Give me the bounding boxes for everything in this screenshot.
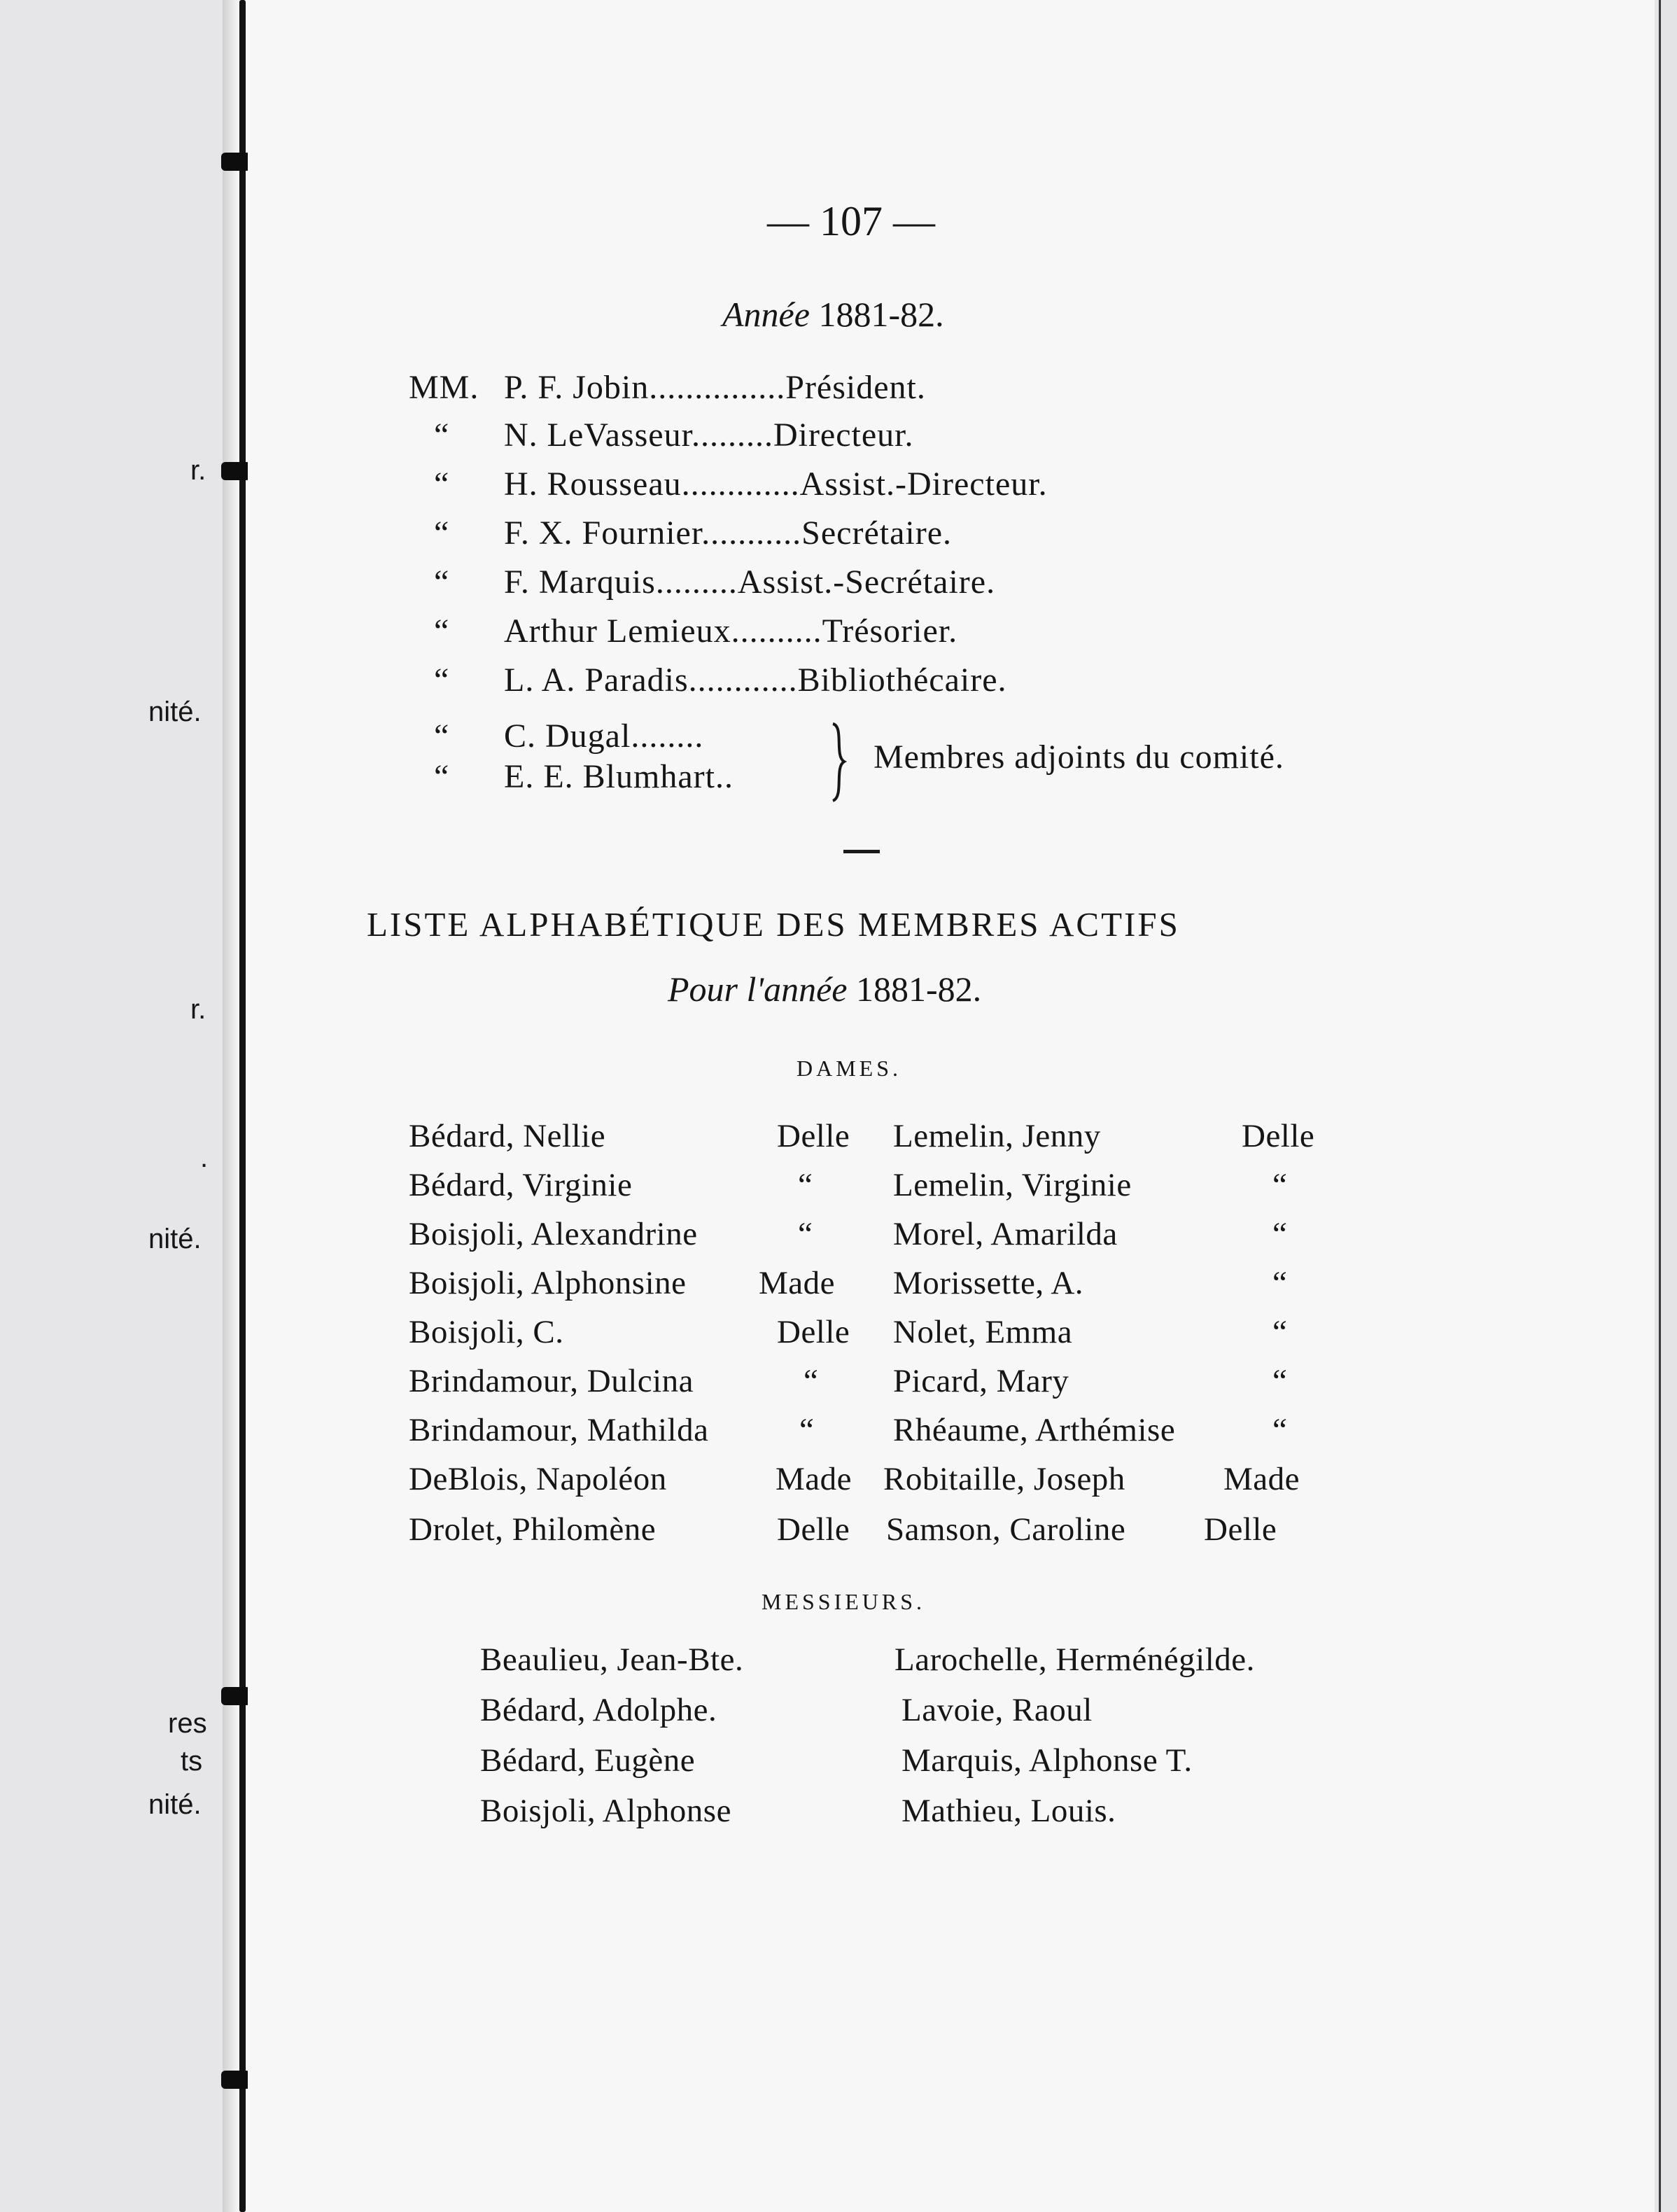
dame-left-name: Boisjoli, Alphonsine <box>409 1265 687 1301</box>
dame-right-name: Morissette, A. <box>893 1265 1084 1301</box>
dame-left-title: “ <box>798 1167 813 1203</box>
year-value: 1881-82. <box>818 295 944 334</box>
dame-right-name: Samson, Caroline <box>886 1511 1126 1548</box>
adjoints-label: Membres adjoints du comité. <box>873 738 1284 776</box>
list-sub-year: 1881-82. <box>855 969 982 1009</box>
monsieur-right-name: Larochelle, Herménégilde. <box>894 1642 1255 1678</box>
dame-right-title: “ <box>1272 1412 1288 1448</box>
officer-row <box>434 612 957 650</box>
officer-row <box>409 368 926 407</box>
dame-left-title: “ <box>804 1363 819 1399</box>
officer-prefix: “ <box>434 514 450 552</box>
adjoint-row <box>434 757 734 796</box>
left-fragment: r. <box>190 455 206 486</box>
dame-left-name: Bédard, Nellie <box>409 1118 606 1154</box>
dame-left-name: Bédard, Virginie <box>409 1167 633 1203</box>
officer-role: Trésorier. <box>822 612 958 650</box>
officer-prefix: MM. <box>409 369 479 406</box>
officer-name: H. Rousseau <box>504 465 682 503</box>
list-sub-word: Pour l'année <box>668 969 848 1009</box>
page-number: — 107 — <box>767 198 935 244</box>
officer-name: P. F. Jobin <box>504 369 650 406</box>
officer-prefix: “ <box>434 416 450 454</box>
officer-prefix: “ <box>434 465 450 503</box>
dame-left-title: “ <box>798 1216 813 1252</box>
dame-right-title: “ <box>1272 1265 1288 1301</box>
dame-left-name: DeBlois, Napoléon <box>409 1461 667 1497</box>
left-facing-page <box>0 0 223 2212</box>
dame-right-title: Delle <box>1242 1118 1315 1154</box>
dame-right-title: Delle <box>1204 1511 1277 1548</box>
officer-name: L. A. Paradis <box>504 662 689 699</box>
dame-left-title: Made <box>776 1461 852 1497</box>
monsieur-left-name: Bédard, Eugène <box>480 1742 696 1779</box>
officer-row <box>434 416 914 454</box>
monsieur-right-name: Mathieu, Louis. <box>901 1793 1116 1829</box>
adjoint-name: C. Dugal <box>504 718 631 755</box>
left-fragment: nité. <box>148 1224 202 1254</box>
messieurs-title: MESSIEURS. <box>762 1589 926 1614</box>
monsieur-right-name: Marquis, Alphonse T. <box>901 1742 1193 1779</box>
dame-left-title: Delle <box>777 1511 850 1548</box>
dame-left-title: Delle <box>777 1118 850 1154</box>
dame-right-title: Made <box>1223 1461 1300 1497</box>
monsieur-left-name: Beaulieu, Jean-Bte. <box>480 1642 744 1678</box>
dame-right-title: “ <box>1272 1216 1288 1252</box>
left-fragment: ts <box>181 1746 203 1777</box>
officer-role: Assist.-Secrétaire. <box>737 564 996 601</box>
monsieur-right-name: Lavoie, Raoul <box>901 1692 1093 1728</box>
binding-thread <box>239 0 246 2212</box>
list-subheading <box>668 969 981 1009</box>
dame-right-name: Robitaille, Joseph <box>883 1461 1125 1497</box>
dame-left-name: Boisjoli, Alexandrine <box>409 1216 698 1252</box>
officer-name: Arthur Lemieux <box>504 612 731 650</box>
dame-left-name: Boisjoli, C. <box>409 1314 564 1350</box>
left-fragment: nité. <box>148 696 202 727</box>
binding-stitch <box>221 462 251 480</box>
dame-left-name: Drolet, Philomène <box>409 1511 657 1548</box>
binding-stitch <box>221 2071 251 2089</box>
dame-left-title: Delle <box>777 1314 850 1350</box>
officer-role: Directeur. <box>773 416 914 454</box>
officer-role: Président. <box>785 369 926 406</box>
dame-right-name: Nolet, Emma <box>893 1314 1073 1350</box>
left-fragment: . <box>200 1142 209 1173</box>
officer-row <box>434 514 952 552</box>
adjoint-name: E. E. Blumhart <box>504 758 715 795</box>
binding-stitch <box>221 1687 251 1705</box>
adjoint-prefix: “ <box>434 718 450 755</box>
officer-prefix: “ <box>434 612 450 650</box>
book-page <box>248 0 1655 2212</box>
dame-right-title: “ <box>1272 1363 1288 1399</box>
year-word: Année <box>722 295 810 334</box>
dame-right-name: Morel, Amarilda <box>893 1216 1118 1252</box>
adjoint-row <box>434 717 703 755</box>
officer-name: F. X. Fournier <box>504 514 702 552</box>
dame-right-title: “ <box>1272 1167 1288 1203</box>
officer-leader: ........... <box>701 514 802 552</box>
dame-left-name: Brindamour, Mathilda <box>409 1412 709 1448</box>
officer-row <box>434 465 1048 503</box>
dame-right-title: “ <box>1272 1314 1288 1350</box>
dame-left-title: “ <box>799 1412 815 1448</box>
officer-leader: ............. <box>681 465 800 503</box>
binding-stitch <box>221 153 251 171</box>
officer-name: F. Marquis <box>504 564 656 601</box>
adjoint-leader: ........ <box>631 718 704 755</box>
dame-right-name: Picard, Mary <box>893 1363 1069 1399</box>
adjoint-prefix: “ <box>434 758 450 795</box>
left-fragment: res <box>168 1708 207 1739</box>
monsieur-left-name: Bédard, Adolphe. <box>480 1692 717 1728</box>
dame-right-name: Rhéaume, Arthémise <box>893 1412 1176 1448</box>
dame-right-name: Lemelin, Jenny <box>893 1118 1101 1154</box>
officer-leader: ......... <box>691 416 773 454</box>
page-edge-line <box>1659 0 1661 2212</box>
officer-name: N. LeVasseur <box>504 416 692 454</box>
list-heading: LISTE ALPHABÉTIQUE DES MEMBRES ACTIFS <box>367 905 1180 944</box>
monsieur-left-name: Boisjoli, Alphonse <box>480 1793 731 1829</box>
officer-role: Assist.-Directeur. <box>799 465 1048 503</box>
left-fragment: r. <box>190 994 206 1025</box>
officer-leader: ............... <box>649 369 786 406</box>
officer-prefix: “ <box>434 564 450 601</box>
adjoint-brace-icon <box>829 721 850 804</box>
dame-left-title: Made <box>759 1265 836 1301</box>
section-rule <box>843 850 880 853</box>
officer-leader: ............ <box>688 662 798 699</box>
officer-role: Secrétaire. <box>801 514 953 552</box>
page-edge <box>1655 0 1677 2212</box>
officer-leader: .......... <box>731 612 822 650</box>
officer-prefix: “ <box>434 662 450 699</box>
dames-title: DAMES. <box>797 1056 902 1081</box>
officer-row <box>434 563 995 601</box>
dame-right-name: Lemelin, Virginie <box>893 1167 1132 1203</box>
officer-row <box>434 661 1007 699</box>
left-fragment: nité. <box>148 1789 202 1820</box>
officer-leader: ......... <box>655 564 738 601</box>
officers-year <box>722 294 944 335</box>
officer-role: Bibliothécaire. <box>797 662 1007 699</box>
adjoint-leader: .. <box>715 758 734 795</box>
dame-left-name: Brindamour, Dulcina <box>409 1363 694 1399</box>
